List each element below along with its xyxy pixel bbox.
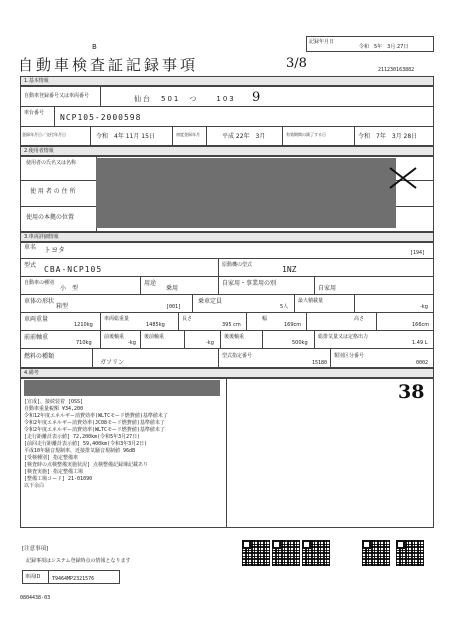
page-title: 自動車検査証記録事項 (18, 56, 199, 74)
qr-code-1 (242, 540, 270, 566)
designation-value: 15180 (312, 360, 328, 366)
section-user-label: 2.使用者情報 (24, 148, 54, 154)
height-value: 166cm (412, 322, 430, 328)
handwritten-number: 38 (398, 381, 425, 403)
remark-line: [走行距離計表示値] 72,200km(令和5年3月27日) (24, 434, 141, 440)
section-user-header (20, 146, 434, 156)
qr-code-4 (362, 540, 390, 566)
private-value: 自家用 (318, 285, 337, 292)
fuel-value: ガソリン (100, 359, 125, 366)
remarks-lines (24, 399, 168, 490)
handwritten-title-note: 3/8 (286, 56, 307, 71)
remark-line: [検査時の点検整備実施状況] 点検整備記録簿記載あり (24, 462, 149, 468)
front-rear-axle-value: -kg (128, 340, 136, 346)
width-value: 169cm (284, 322, 302, 328)
engine-value: 1NZ (282, 265, 297, 274)
weight-value: 1210kg (74, 322, 93, 328)
private-label: 自家用・事業用の別 (222, 280, 277, 287)
user-base-label: 使用の本拠の位置 (26, 214, 75, 221)
designation-label: 型式指定番号 (222, 353, 253, 359)
handwritten-cross-mark (388, 166, 418, 190)
remark-line: [整備工場コード] 21-01090 (24, 476, 93, 482)
record-date-box (306, 36, 434, 52)
front-front-axle-label: 前前軸重 (24, 334, 49, 341)
length-label: 長さ (182, 316, 193, 322)
user-name-label: 使用者の氏名又は名称 (26, 160, 77, 166)
remark-line: [宣成]、接続装着 [OSS] (24, 399, 84, 405)
document-number: 211230163882 (378, 67, 415, 73)
user-address-label: 使 用 者 の 住 所 (30, 188, 76, 195)
use-label: 用途 (144, 280, 157, 287)
remark-line: 令和2年度エネルギー消費効率(WLTCモード燃費値)基準値未了 (24, 427, 165, 433)
record-date-value: 令和 5年 3月 27日 (359, 44, 409, 50)
chassis-value: NCP105-2000598 (60, 113, 142, 122)
remark-line: [検査実施] 指定整備工場 (24, 469, 84, 475)
small-b-mark: B (92, 43, 97, 51)
length-value: 395 cm (222, 322, 241, 328)
max-load-label: 最大積載量 (298, 298, 324, 304)
front-front-axle-value: 710kg (76, 340, 92, 346)
displacement-label: 総排気量又は定格出力 (318, 334, 369, 340)
remark-line: 令和12年度エネルギー消費効率(WLTCモード燃費値)基準値未了 (24, 413, 168, 419)
max-load-value: -kg (420, 304, 428, 310)
use-value: 乗用 (166, 285, 179, 292)
expiry-label: 有効期間の満了する日 (286, 132, 326, 137)
reg-number-label: 自動車登録番号又は車両番号 (24, 93, 90, 99)
model-value: CBA-NCP105 (44, 265, 103, 274)
body-label: 車体の形状 (24, 298, 55, 305)
section-remarks-header (20, 368, 434, 378)
width-label: 幅 (262, 316, 268, 322)
record-date-label: 記録年月日 (309, 39, 335, 45)
engine-label: 原動機の型式 (222, 262, 253, 268)
category-value: 0002 (416, 360, 429, 366)
redacted-remarks (24, 380, 220, 396)
section-vehicle-label: 3.車両詳細情報 (24, 234, 59, 240)
vehicle-id-value: T9464MP2321576 (52, 576, 95, 582)
rear-rear-axle-value: 500kg (292, 340, 308, 346)
gross-weight-label: 車両総重量 (104, 316, 130, 322)
body-value: 箱型 (56, 303, 69, 310)
category-label: 類別区分番号 (334, 353, 365, 359)
maker-code: [194] (410, 250, 426, 256)
remark-line: [受検種別] 指定整備車 (24, 455, 79, 461)
expiry-value: 令和 7年 3月 28日 (358, 133, 418, 140)
maker-value: トヨタ (44, 246, 65, 254)
section-vehicle-header (20, 232, 434, 242)
displacement-value: 1.49 L (412, 340, 428, 346)
front-rear-axle-label: 前後軸重 (104, 334, 125, 340)
rear-rear-axle-label: 後後軸重 (224, 334, 245, 340)
qr-code-2 (272, 540, 300, 566)
reg-number-handwritten: 9 (252, 90, 261, 105)
section-basic-label: 1.基本情報 (24, 78, 49, 84)
body-code: [001] (166, 304, 182, 310)
first-reg-date-label: 初度登録年月 (176, 132, 200, 137)
remark-line: 平成10年騒音規制車、近接排気騒音規制値 96dB (24, 448, 136, 454)
capacity-value: 5人 (280, 304, 289, 310)
vehicle-info-table (20, 242, 434, 368)
notes-text: 記録事項はシステム登録時点の情報となります (26, 558, 131, 564)
notes-title: [注意事項] (22, 546, 49, 552)
height-label: 高さ (354, 316, 365, 322)
remark-line: [前回走行距離計表示値] 59,400km(令和3年3月2日) (24, 441, 148, 447)
fuel-label: 燃料の種類 (24, 353, 55, 360)
capacity-label: 乗車定員 (198, 298, 223, 305)
remark-line: 自動車重量税額 ¥34,200 (24, 406, 84, 412)
model-label: 型式 (24, 262, 37, 269)
maker-label: 車名 (24, 244, 37, 251)
section-remarks-label: 4.備考 (24, 370, 39, 376)
vehicle-id-label: 車両ID (25, 574, 41, 580)
redacted-user-info (96, 158, 396, 228)
reg-number-value: 仙台 501 つ 103 (134, 95, 245, 103)
first-reg-value: 令和 4年 11月 15日 (96, 133, 155, 140)
chassis-label: 車台番号 (24, 110, 45, 116)
document-code: 0804438-03 (20, 595, 51, 601)
remark-line: 令和2年度エネルギー消費効率(JC08モード燃費値)基準値未了 (24, 420, 165, 426)
rear-front-axle-value: -kg (206, 340, 214, 346)
kind-label: 自動車の種別 (24, 280, 55, 286)
kind-value: 小 型 (60, 285, 79, 292)
qr-code-5 (396, 540, 424, 566)
remark-line: 以下余白 (24, 483, 45, 489)
first-reg-label: 登録年月日／交付年月日 (22, 132, 66, 137)
rear-front-axle-label: 後前軸重 (144, 334, 165, 340)
weight-label: 車両重量 (24, 316, 49, 323)
qr-code-3 (302, 540, 330, 566)
section-basic-header (20, 76, 434, 86)
first-reg-date-value: 平成 22年 3月 (222, 133, 266, 140)
gross-weight-value: 1485kg (146, 322, 165, 328)
